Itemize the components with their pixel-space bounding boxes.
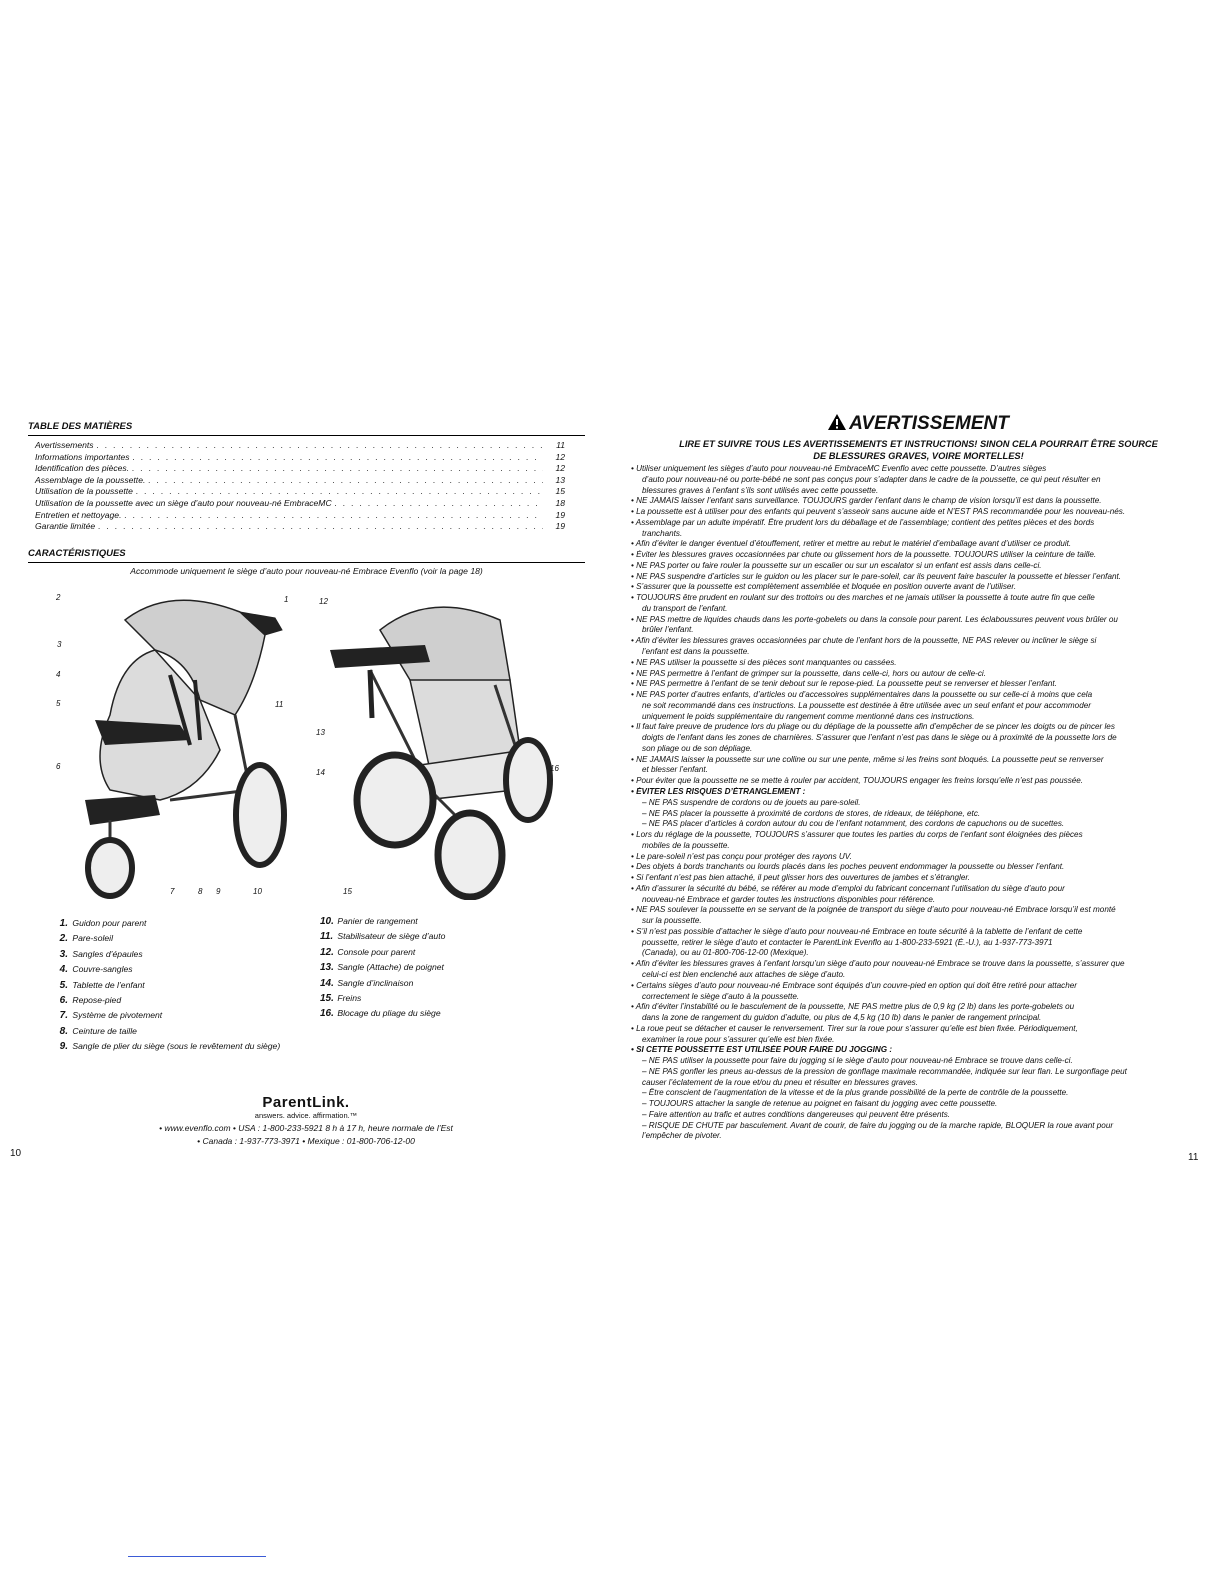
part-number: 6.: [59, 994, 68, 1006]
toc-row: [35, 463, 565, 475]
warning-line: d’auto pour nouveau-né ou porte-bébé ne sont pas conçus pour s’adapter dans le cadre de la poussette, ce qui peut résulter en: [642, 474, 1101, 484]
part-item: [55, 962, 280, 977]
parentlink-tagline: answers. advice. affirmation.™: [254, 1111, 358, 1120]
warning-line: • Lors du réglage de la poussette, TOUJOURS s’assurer que toutes les parties du corps de l’enfant sont éloignées des pièces: [631, 830, 1083, 840]
contact-line-2: • Canada : 1-937-773-3971 • Mexique : 01-800-706-12-00: [197, 1136, 415, 1146]
callout-7: 7: [170, 887, 175, 896]
toc-page: 19: [555, 521, 565, 532]
part-item: [55, 978, 280, 993]
warning-line: • NE JAMAIS laisser l’enfant sans surveillance. TOUJOURS garder l’enfant dans le champ de vision lorsqu’il est dans la poussette.: [631, 496, 1102, 506]
part-item: [55, 947, 280, 962]
warning-line: • Le pare-soleil n’est pas conçu pour protéger des rayons UV.: [631, 851, 852, 861]
warning-line: son pliage ou de son dépliage.: [642, 743, 753, 753]
part-item: [320, 914, 445, 929]
warning-heading: [612, 413, 1225, 435]
part-item: [55, 931, 280, 946]
warning-line: doigts de l’enfant dans les zones de charnières. S’assurer que l’enfant n’est pas dans le siège ou à proximité de la poussette lors de: [642, 733, 1117, 743]
warning-line: • La poussette est à utiliser pour des enfants qui peuvent s’asseoir sans aucune aide et N’EST PAS recommandée pour les nouveau-nés.: [631, 507, 1126, 517]
contact-line-1: • www.evenflo.com • USA : 1-800-233-5921 8 h à 17 h, heure normale de l’Est: [159, 1123, 453, 1133]
parts-list-left: [55, 916, 280, 1055]
warning-subheading-1: LIRE ET SUIVRE TOUS LES AVERTISSEMENTS ET INSTRUCTIONS! SINON CELA POURRAIT ÊTRE SOURCE: [679, 439, 1158, 449]
warning-line: • Assemblage par un adulte impératif. Être prudent lors du déballage et de l’assemblage; contient des petites pièces et des bords: [631, 517, 1095, 527]
callout-3: 3: [57, 640, 62, 649]
part-number: 13.: [320, 962, 334, 974]
part-number: 4.: [59, 964, 68, 976]
warning-line: et blesser l’enfant.: [642, 765, 708, 775]
toc-row: [35, 498, 565, 510]
features-divider: [28, 562, 585, 563]
callout-1: 1: [284, 595, 289, 604]
part-number: 9.: [59, 1041, 68, 1053]
part-label: Stabilisateur de siège d’auto: [337, 931, 446, 942]
part-label: Console pour parent: [337, 946, 416, 957]
warning-line: ne soit recommandé dans ces instructions. La poussette est destinée à être utilisée avec un seul enfant et pour accommoder: [642, 700, 1091, 710]
warning-line: nouveau-né Embrace et garder toutes les instructions disponibles pour référence.: [642, 894, 936, 904]
warning-line: – NE PAS placer d’articles à cordon autour du cou de l’enfant notamment, des cordons de capuchons ou de sucettes.: [642, 819, 1065, 829]
warning-line: • Afin d’assurer la sécurité du bébé, se référer au mode d’emploi du fabricant concernant l’utilisation du siège d’auto pour: [631, 883, 1065, 893]
toc-page: 12: [555, 463, 565, 474]
part-label: Système de pivotement: [72, 1010, 163, 1021]
warning-line: uniquement le poids supplémentaire du rangement comme mentionné dans ces instructions.: [642, 711, 975, 721]
part-number: 5.: [59, 979, 68, 991]
warning-line: celui-ci est bien enclenché aux attaches de siège d’auto.: [642, 969, 846, 979]
callout-15: 15: [343, 887, 352, 896]
warning-line: examiner la roue pour s’assurer qu’elle est bien fixée.: [642, 1034, 835, 1044]
callout-6: 6: [56, 762, 61, 771]
part-item: [320, 976, 445, 991]
part-number: 16.: [320, 1008, 334, 1020]
stroller-rear-drawing: [310, 590, 570, 900]
part-number: 11.: [320, 931, 334, 943]
warning-list: [631, 464, 1187, 1142]
toc-row: [35, 475, 565, 487]
warning-line: – Être conscient de l’augmentation de la vitesse et de la plus grande possibilité de la perte de contrôle de la poussette.: [642, 1088, 1069, 1098]
stroller-illustration-front: [50, 590, 300, 900]
toc-row: [35, 452, 565, 464]
warning-line: – RISQUE DE CHUTE par basculement. Avant de courir, de faire du jogging ou de la marche rapide, BLOQUER la roue avant pour: [642, 1120, 1114, 1130]
warning-line: • Pour éviter que la poussette ne se mette à rouler par accident, TOUJOURS engager les freins lorsqu’elle n’est pas poussée.: [631, 776, 1084, 786]
toc-title: TABLE DES MATIÈRES: [28, 421, 133, 432]
toc-label: Avertissements: [35, 440, 94, 450]
callout-10: 10: [253, 887, 262, 896]
warning-line: • La roue peut se détacher et causer le renversement. Tirer sur la roue pour s’assurer qu’elle est bien fixée. Périodiquement,: [631, 1023, 1078, 1033]
part-label: Sangle d’inclinaison: [337, 977, 414, 988]
callout-8: 8: [198, 887, 203, 896]
toc-page: 12: [555, 451, 565, 462]
warning-line: • Des objets à bords tranchants ou lourds placés dans les poches peuvent endommager la poussette ou blesser l’enfant.: [631, 862, 1065, 872]
warning-line: dans la zone de rangement du guidon d’adulte, ou plus de 4,5 kg (10 lb) dans le panier de rangement principal.: [642, 1013, 1042, 1023]
callout-5: 5: [56, 699, 61, 708]
warning-line: • Certains sièges d’auto pour nouveau-né Embrace sont équipés d’un couvre-pied en option qui doit être retiré pour attacher: [631, 980, 1077, 990]
warning-line: – TOUJOURS attacher la sangle de retenue au poignet en faisant du jogging avec cette poussette.: [642, 1099, 998, 1109]
part-label: Tablette de l’enfant: [72, 979, 145, 990]
warning-line: • NE PAS soulever la poussette en se servant de la poignée de transport du siège d’auto pour nouveau-né Embrace lorsqu’il est monté: [631, 905, 1116, 915]
warning-line: • Afin d’éviter les blessures graves à l’enfant lorsqu’un siège d’auto pour nouveau-né Embrace se trouve dans la poussette, s’assurer que: [631, 959, 1125, 969]
part-number: 3.: [59, 948, 68, 960]
callout-14: 14: [316, 768, 325, 777]
part-number: 10.: [320, 916, 334, 927]
warning-line: – NE PAS placer la poussette à proximité de cordons de stores, de rideaux, de téléphone, etc.: [642, 808, 981, 818]
toc-label: Informations importantes: [35, 451, 130, 462]
part-label: Pare-soleil: [72, 933, 113, 944]
warning-line: poussette, retirer le siège d’auto et contacter le ParentLink Evenflo au 1-800-233-5921 (É.-U.), au 1-937-773-3971: [642, 937, 1053, 947]
parts-list-right: [320, 914, 445, 1022]
stroller-illustration-rear: [310, 590, 570, 900]
toc-page: 19: [555, 509, 565, 520]
callout-16: 16: [550, 764, 559, 773]
part-item: [55, 1024, 280, 1039]
toc-page: 15: [555, 486, 565, 497]
part-number: 15.: [320, 992, 334, 1004]
part-label: Couvre-sangles: [72, 964, 133, 975]
part-number: 8.: [59, 1025, 68, 1037]
part-item: [320, 929, 445, 944]
page-number-left: 10: [10, 1148, 22, 1159]
toc-page: 13: [555, 474, 565, 485]
part-number: 14.: [320, 977, 334, 989]
callout-2: 2: [56, 593, 61, 602]
warning-line: – Faire attention au trafic et autres conditions dangereuses qui peuvent être présents.: [642, 1109, 951, 1119]
toc-page: 18: [555, 497, 565, 508]
warning-line: • NE PAS permettre à l’enfant de se tenir debout sur le repose-pied. La poussette peut se renverser et blesser l’enfant.: [631, 679, 1057, 689]
part-item: [320, 960, 445, 975]
part-label: Ceinture de taille: [72, 1025, 137, 1036]
warning-line: • NE PAS suspendre d’articles sur le guidon ou les placer sur le pare-soleil, car ils peuvent faire basculer la poussette et blesser l’enfant.: [631, 571, 1121, 581]
toc-row: [35, 521, 565, 533]
part-item: [320, 945, 445, 960]
part-label: Blocage du pliage du siège: [337, 1008, 441, 1019]
warning-line: • S’il n’est pas possible d’attacher le siège d’auto pour nouveau-né Embrace en toute sécurité à la tablette de l’enfant de cette: [631, 926, 1083, 936]
toc-label: Garantie limitée: [35, 521, 96, 532]
warning-line: sur la poussette.: [642, 916, 702, 926]
part-number: 12.: [320, 946, 334, 958]
toc-list: [35, 440, 565, 533]
part-number: 2.: [59, 933, 68, 945]
warning-line: • NE PAS mettre de liquides chauds dans les porte-gobelets ou dans la console pour parent. Les éclaboussures peuvent vous brûler ou: [631, 614, 1118, 624]
warning-line: causer l’éclatement de la roue et/ou du pneu et résulter en blessures graves.: [642, 1077, 918, 1087]
toc-row: [35, 440, 565, 452]
features-title: CARACTÉRISTIQUES: [28, 548, 126, 559]
warning-line: du transport de l’enfant.: [642, 603, 728, 613]
warning-line: • Afin d’éviter le danger éventuel d’étouffement, retirer et mettre au rebut le matériel d’emballage avant d’utiliser ce produit.: [631, 539, 1072, 549]
callout-9: 9: [216, 887, 221, 896]
warning-line: • Il faut faire preuve de prudence lors du pliage ou du dépliage de la poussette afin d’empêcher de se pincer les doigts ou de pincer les: [631, 722, 1115, 732]
callout-4: 4: [56, 670, 61, 679]
part-item: [55, 1039, 280, 1054]
hyperlink-underline: [128, 1556, 266, 1557]
part-label: Sangle de plier du siège (sous le revêtement du siège): [72, 1041, 281, 1052]
warning-line: mobiles de la poussette.: [642, 840, 730, 850]
warning-line: • NE PAS porter ou faire rouler la poussette sur un escalier ou sur un escalator si un enfant est assis dans celle-ci.: [631, 560, 1042, 570]
part-item: [320, 991, 445, 1006]
warning-line: • NE PAS porter d’autres enfants, d’articles ou d’accessoires supplémentaires dans la poussette ou sur celle-ci à moins que cela: [631, 690, 1093, 700]
toc-label: Entretien et nettoyage.: [35, 509, 122, 520]
warning-line: • NE PAS permettre à l’enfant de grimper sur la poussette, dans celle-ci, hors ou autour de celle-ci.: [631, 668, 986, 678]
warning-line: correctement le siège d’auto à la poussette.: [642, 991, 800, 1001]
warning-line: • NE PAS utiliser la poussette si des pièces sont manquantes ou cassées.: [631, 657, 897, 667]
part-item: [320, 1006, 445, 1021]
warning-line: • SI CETTE POUSSETTE EST UTILISÉE POUR FAIRE DU JOGGING :: [631, 1045, 893, 1055]
warning-line: tranchants.: [642, 528, 683, 538]
parentlink-logo: ParentLink.: [262, 1094, 350, 1111]
warning-line: • Afin d’éviter les blessures graves occasionnées par chute de l’enfant hors de la poussette, NE PAS relever ou incliner le siège si: [631, 636, 1097, 646]
part-label: Freins: [337, 992, 362, 1003]
part-item: [55, 1008, 280, 1023]
warning-line: • Afin d’éviter l’instabilité ou le basculement de la poussette, NE PAS mettre plus de 0,9 kg (2 lb) dans les porte-gobelets ou: [631, 1002, 1075, 1012]
warning-heading-text: AVERTISSEMENT: [849, 413, 1009, 434]
features-note: Accommode uniquement le siège d’auto pour nouveau-né Embrace Evenflo (voir la page 18): [130, 566, 483, 576]
stroller-front-drawing: [50, 590, 300, 900]
part-number: 1.: [59, 918, 68, 929]
toc-row: [35, 486, 565, 498]
part-label: Guidon pour parent: [72, 918, 147, 928]
part-label: Panier de rangement: [337, 916, 418, 926]
toc-label: Identification des pièces.: [35, 463, 130, 474]
part-label: Repose-pied: [72, 994, 122, 1005]
toc-label: Assemblage de la poussette.: [35, 474, 146, 485]
warning-line: (Canada), ou au 01-800-706-12-00 (Mexique).: [642, 948, 809, 958]
warning-line: • NE JAMAIS laisser la poussette sur une colline ou sur une pente, même si les freins sont bloqués. La poussette peut se renverser: [631, 754, 1104, 764]
warning-subheading-2: DE BLESSURES GRAVES, VOIRE MORTELLES!: [813, 451, 1024, 461]
warning-triangle-icon: [828, 414, 846, 430]
warning-line: blessures graves à l’enfant s’ils sont utilisés avec cette poussette.: [642, 485, 879, 495]
warning-line: • S’assurer que la poussette est complètement assemblée et bloquée en position ouverte avant de l’utiliser.: [631, 582, 1017, 592]
toc-row: [35, 510, 565, 522]
warning-line: • Si l’enfant n’est pas bien attaché, il peut glisser hors des ouvertures de jambes et s’étrangler.: [631, 873, 971, 883]
part-number: 7.: [59, 1010, 68, 1022]
warning-line: • Utiliser uniquement les sièges d’auto pour nouveau-né EmbraceMC Evenflo avec cette poussette. D’autres sièges: [631, 464, 1047, 473]
part-label: Sangles d’épaules: [72, 948, 143, 959]
page-number-right: 11: [1188, 1152, 1199, 1163]
part-item: [55, 916, 280, 931]
warning-line: – NE PAS utiliser la poussette pour faire du jogging si le siège d’auto pour nouveau-né Embrace se trouve dans celle-ci.: [642, 1056, 1073, 1066]
part-item: [55, 993, 280, 1008]
toc-page: 11: [556, 440, 565, 450]
toc-divider: [28, 435, 585, 436]
warning-line: • Éviter les blessures graves occasionnées par chute ou glissement hors de la poussette. TOUJOURS utiliser la ceinture de taille.: [631, 550, 1097, 560]
callout-12: 12: [319, 597, 328, 606]
part-label: Sangle (Attache) de poignet: [337, 962, 444, 973]
warning-line: • TOUJOURS être prudent en roulant sur des trottoirs ou des marches et ne jamais utiliser la poussette à toute autre fin que celle: [631, 593, 1095, 603]
toc-label: Utilisation de la poussette avec un siège d’auto pour nouveau-né EmbraceMC: [35, 497, 332, 508]
warning-line: – NE PAS gonfler les pneus au-dessus de la pression de gonflage maximale recommandée, indiquée sur leur flan. Le surgonflage peut: [642, 1066, 1127, 1076]
warning-line: l’enfant est dans la poussette.: [642, 647, 750, 657]
warning-line: – NE PAS suspendre de cordons ou de jouets au pare-soleil.: [642, 797, 861, 807]
warning-line: brûler l’enfant.: [642, 625, 694, 635]
callout-13: 13: [316, 728, 325, 737]
callout-11: 11: [275, 700, 284, 709]
warning-line: • ÉVITER LES RISQUES D’ÉTRANGLEMENT :: [631, 786, 806, 796]
warning-line: l’empêcher de pivoter.: [642, 1131, 722, 1141]
toc-label: Utilisation de la poussette: [35, 486, 133, 497]
